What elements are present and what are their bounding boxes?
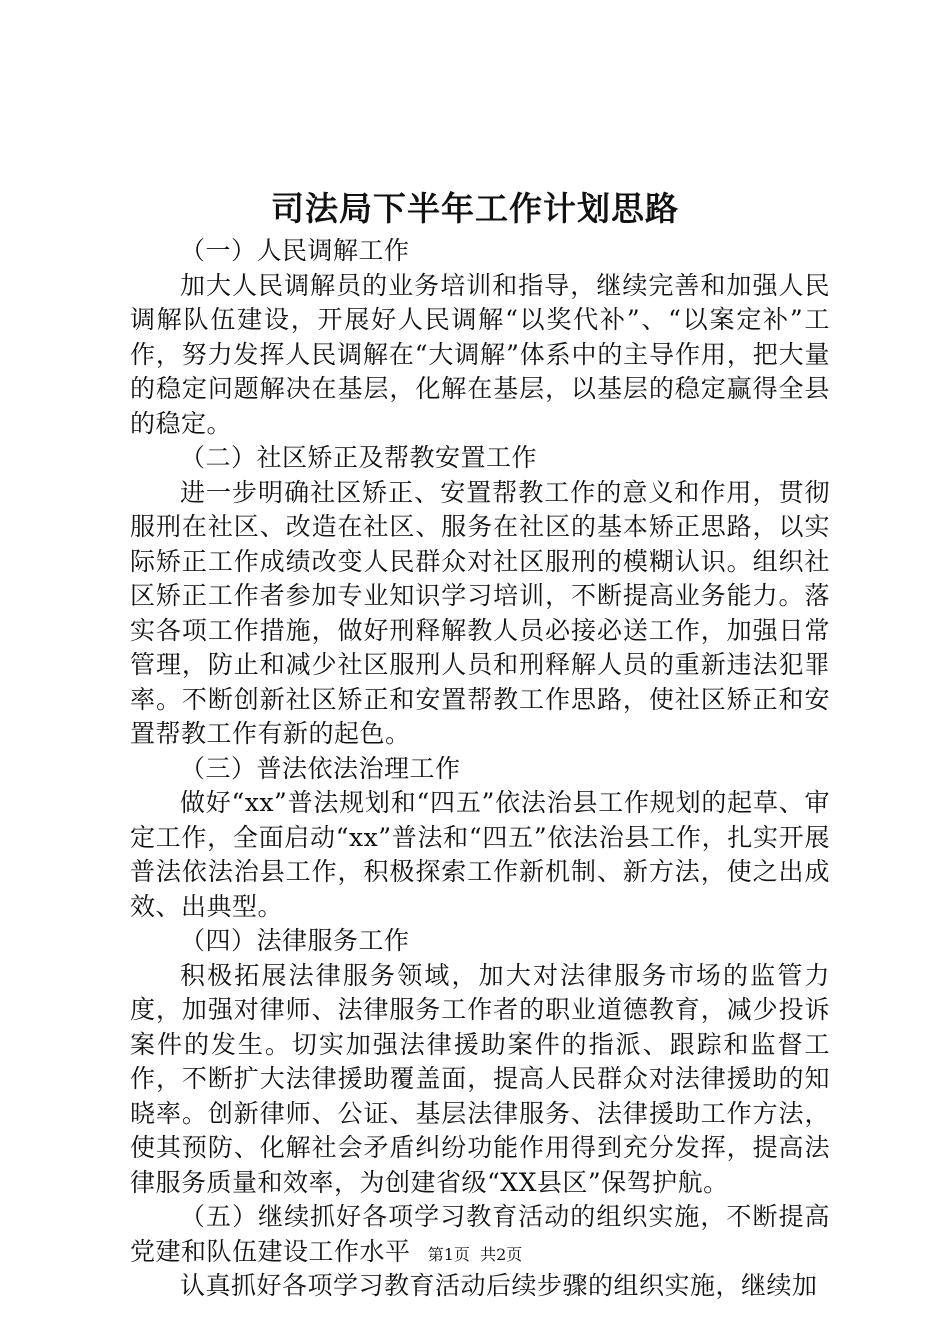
section-paragraph-1: 加大人民调解员的业务培训和指导，继续完善和加强人民调解队伍建设，开展好人民调解“以奖代补”、“以案定补”工作，努力发挥人民调解在“大调解”体系中的主导作用，把大量的稳定问题解决在基层，化解在基层，以基层的稳定赢得全县的稳定。: [130, 270, 830, 438]
page-number: 第1页: [427, 1245, 470, 1264]
section-heading-1: （一）人民调解工作: [180, 236, 410, 265]
section-heading-3: （三）普法依法治理工作: [180, 753, 461, 783]
page-footer: [0, 1244, 950, 1266]
section-paragraph-5: 认真抓好各项学习教育活动后续步骤的组织实施，继续加: [180, 1271, 818, 1300]
page-total: 共2页: [480, 1245, 523, 1264]
section-heading-4: （四）法律服务工作: [180, 926, 410, 955]
section-paragraph-4: 积极拓展法律服务领域，加大对法律服务市场的监管力度，加强对律师、法律服务工作者的职业道德教育，减少投诉案件的发生。切实加强法律援助案件的指派、跟踪和监督工作，不断扩大法律援助覆盖面，提高人民群众对法律援助的知晓率。创新律师、公证、基层法律服务、法律援助工作方法，使其预防、化解社会矛盾纠纷功能作用得到充分发挥，提高法律服务质量和效率，为创建省级“XX县区”保驾护航。: [130, 960, 830, 1197]
document-body: [130, 234, 830, 1304]
section-paragraph-2: 进一步明确社区矫正、安置帮教工作的意义和作用，贯彻服刑在社区、改造在社区、服务在社区的基本矫正思路，以实际矫正工作成绩改变人民群众对社区服刑的模糊认识。组织社区矫正工作者参加专业知识学习培训，不断提高业务能力。落实各项工作措施，做好刑释解教人员必接必送工作，加强日常管理，防止和减少社区服刑人员和刑释解人员的重新违法犯罪率。不断创新社区矫正和安置帮教工作思路，使社区矫正和安置帮教工作有新的起色。: [130, 477, 830, 748]
section-paragraph-3: 做好“xx”普法规划和“四五”依法治县工作规划的起草、审定工作，全面启动“xx”普法和“四五”依法治县工作，扎实开展普法依法治县工作，积极探索工作新机制、新方法，使之出成效、出典型。: [130, 788, 830, 921]
section-heading-5: （五）继续抓好各项学习教育活动的组织实施，不断提高党建和队伍建设工作水平: [130, 1202, 830, 1266]
section-heading-2: （二）社区矫正及帮教安置工作: [180, 443, 538, 472]
footer-separator: [470, 1245, 480, 1264]
document-title: 司法局下半年工作计划思路: [271, 189, 679, 228]
